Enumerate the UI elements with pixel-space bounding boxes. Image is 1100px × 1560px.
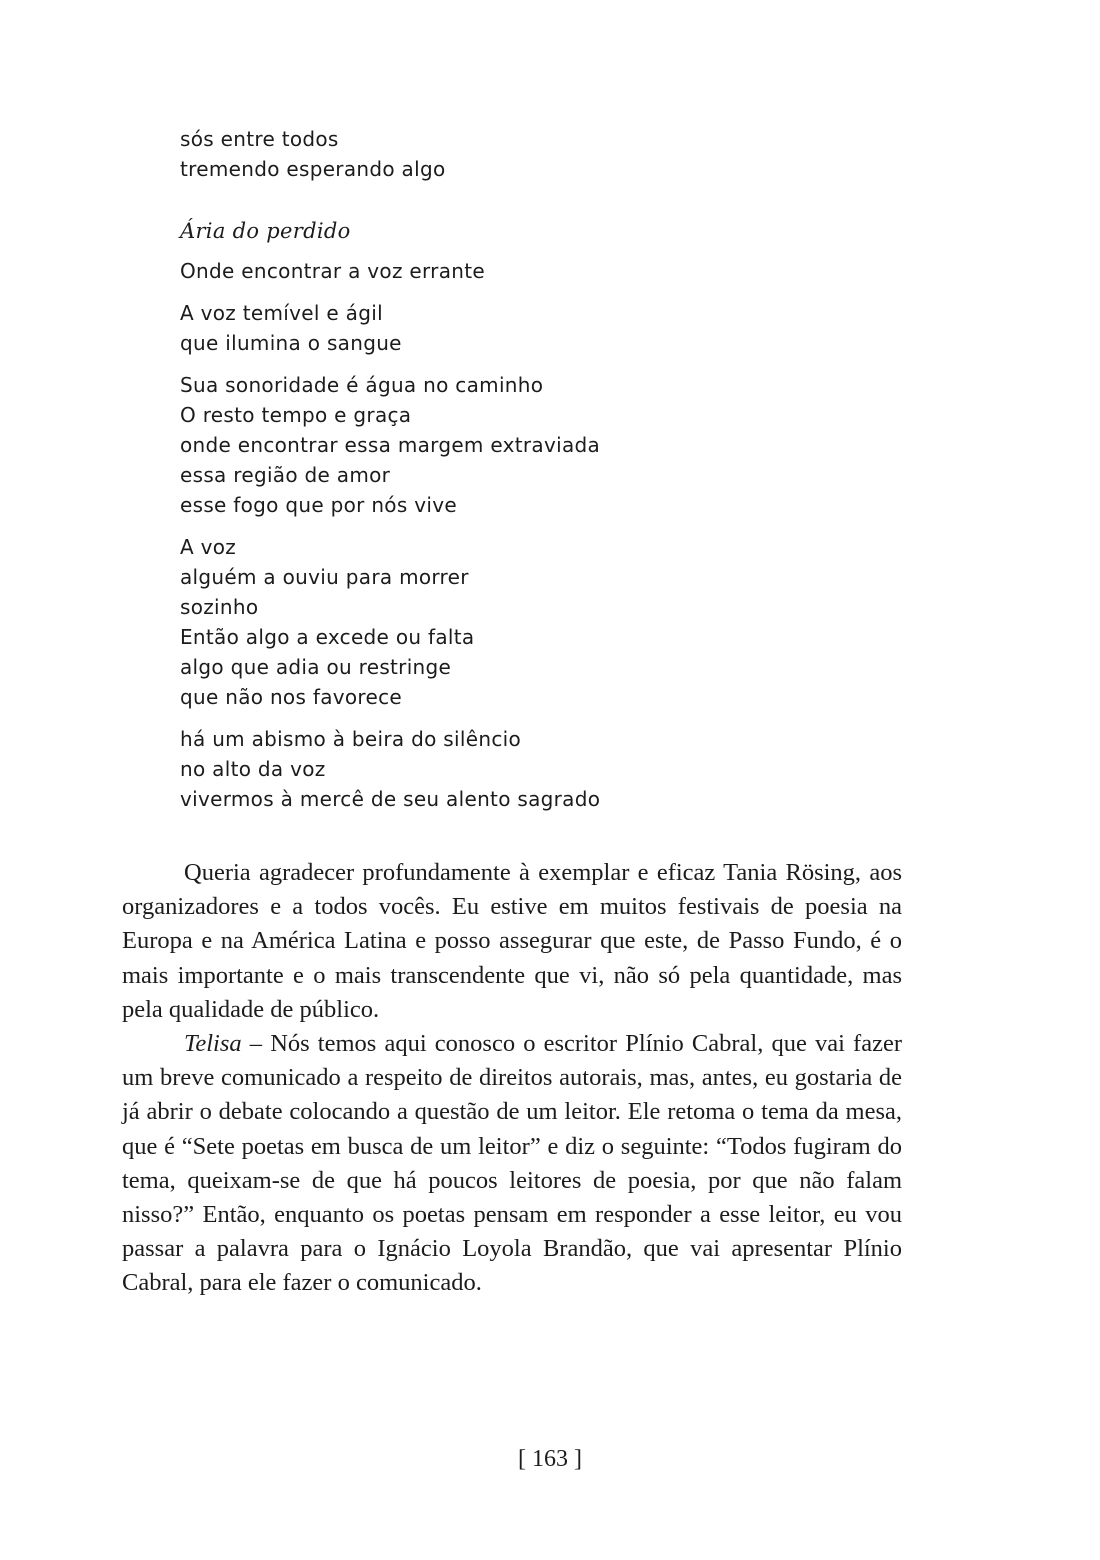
poem-stanza [180, 298, 700, 358]
poem-line: onde encontrar essa margem extraviada [180, 433, 601, 457]
poem-line: no alto da voz [180, 757, 326, 781]
prose-paragraph: Queria agradecer profundamente à exemplar e eficaz Tania Rösing, aos organizadores e a todos vocês. Eu estive em muitos festivais de poesia na Europa e na América Latina e posso assegurar que este, de Passo Fundo, é o mais importante e o mais transcendente que vi, não só pela quantidade, mas pela qualidade de público. [122, 859, 902, 1023]
poem-line: essa região de amor [180, 463, 391, 487]
poem-title: Ária do perdido [180, 219, 351, 243]
poem-line: tremendo esperando algo [180, 157, 446, 181]
poem-line: vivermos à mercê de seu alento sagrado [180, 787, 601, 811]
poem-line: A voz [180, 535, 237, 559]
page-number: [ 163 ] [518, 1446, 582, 1472]
poem-line: que não nos favorece [180, 685, 403, 709]
poem-line: esse fogo que por nós vive [180, 493, 457, 517]
prose-block [122, 856, 902, 1301]
poem-line: Sua sonoridade é água no caminho [180, 373, 544, 397]
poem-line: sós entre todos [180, 127, 339, 151]
poem-line: A voz temível e ágil [180, 301, 383, 325]
poem-line: há um abismo à beira do silêncio [180, 727, 522, 751]
poem-line: Onde encontrar a voz errante [180, 259, 485, 283]
poem-line: que ilumina o sangue [180, 331, 402, 355]
poem-opening-stanza [180, 124, 700, 184]
poem-line: alguém a ouviu para morrer [180, 565, 469, 589]
poem-line: sozinho [180, 595, 259, 619]
poem-line: Então algo a excede ou falta [180, 625, 475, 649]
speaker-name: Telisa [184, 1030, 242, 1058]
poem-stanza [180, 532, 700, 712]
speaker-text: – Nós temos aqui conosco o escritor Plínio Cabral, que vai fazer um breve comunicado a respeito de direitos autorais, mas, antes, eu gostaria de já abrir o debate colocando a questão de um leitor. Ele retoma o tema da mesa, que é “Sete poetas em busca de um leitor” e diz o seguinte: “Todos fugiram do tema, queixam-se de que há poucos leitores de poesia, por que não falam nisso?” Então, enquanto os poetas pensam em responder a esse leitor, eu vou passar a palavra para o Ignácio Loyola Brandão, que vai apresentar Plínio Cabral, para ele fazer o comunicado. [122, 1030, 902, 1297]
poem-line: O resto tempo e graça [180, 403, 412, 427]
poem-stanza [180, 256, 700, 286]
prose-paragraph [122, 1027, 902, 1301]
poem-stanza [180, 370, 700, 520]
poem-stanza [180, 724, 700, 814]
poem-line: algo que adia ou restringe [180, 655, 452, 679]
poem-block [180, 124, 700, 814]
